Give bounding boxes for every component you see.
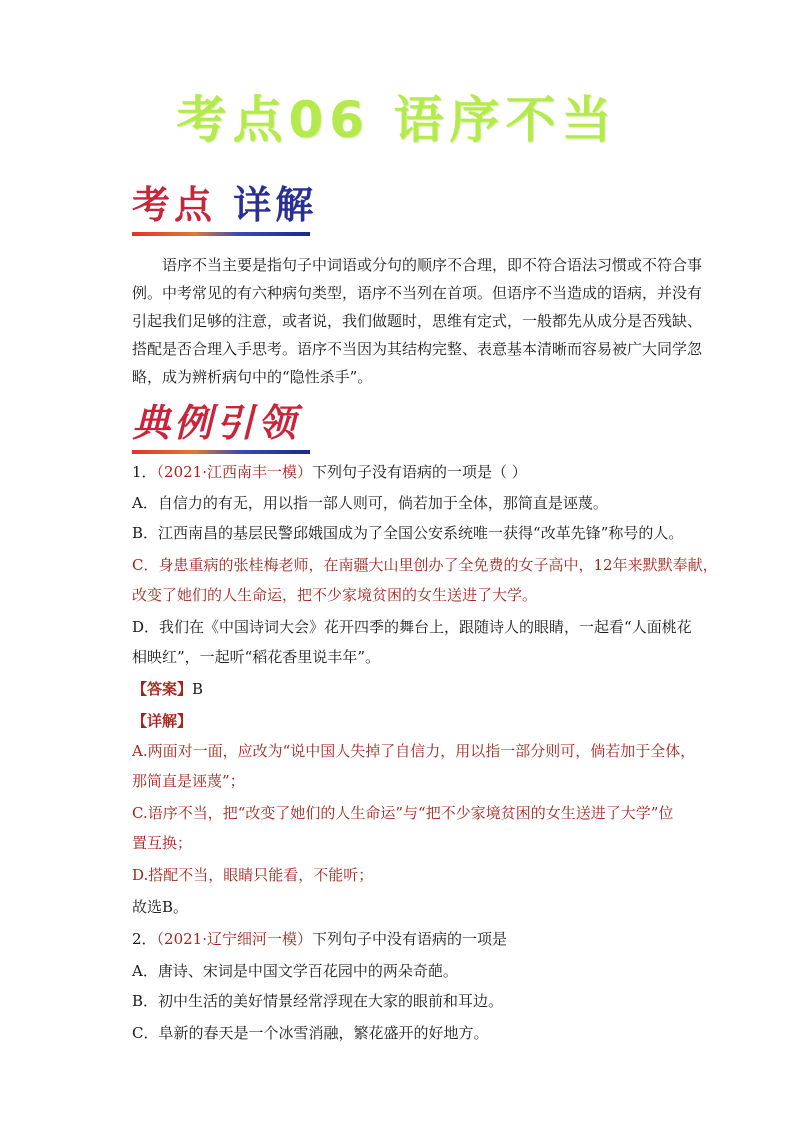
question-text: 下列句子没有语病的一项是（ ） <box>312 463 527 481</box>
question-text: 下列句子中没有语病的一项是 <box>312 930 508 948</box>
answer-row <box>132 676 672 703</box>
explanation-line-4: 搭配是否合理入手思考。语序不当因为其结构完整、表意基本清晰而容易被广大同学忽 <box>132 340 703 358</box>
question-number: 1． <box>132 463 157 481</box>
question-source: （2021·江西南丰一模） <box>156 463 312 481</box>
question-1-option-d-line1: D．我们在《中国诗词大会》花开四季的舞台上，跟随诗人的眼睛，一起看“人面桃花 <box>132 618 692 636</box>
section-heading-explanation <box>132 180 332 240</box>
question-source: （2021·辽宁细河一模） <box>156 930 312 948</box>
heading-underline <box>132 232 310 236</box>
section-heading-examples: 典例引领 <box>132 398 332 458</box>
explanation-line-2: 例。中考常见的有六种病句类型，语序不当列在首项。但语序不当造成的语病，并没有 <box>132 284 703 302</box>
detail-a-line2: 那简直是诬蔑”； <box>132 772 245 790</box>
detail-c-line2: 置互换； <box>132 834 193 852</box>
question-1-option-d-line2: 相映红”，一起听“稻花香里说丰年”。 <box>132 648 381 666</box>
explanation-line-1: 语序不当主要是指句子中词语或分句的顺序不合理，即不符合语法习惯或不符合事 <box>162 256 703 274</box>
question-1-option-a: A．自信力的有无，用以指一部人则可，倘若加于全体，那简直是诬蔑。 <box>132 494 608 512</box>
question-1-option-c-line2: 改变了她们的人生命运，把不少家境贫困的女生送进了大学。 <box>132 586 538 604</box>
question-2-option-a: A．唐诗、宋词是中国文学百花园中的两朵奇葩。 <box>132 962 458 980</box>
question-2-stem <box>132 926 672 953</box>
page-title: 考点06 语序不当 <box>176 91 618 149</box>
question-1-stem <box>132 459 672 486</box>
answer-value: B <box>192 680 204 698</box>
heading-underline <box>132 450 310 454</box>
detail-a-line1: A.两面对一面，应改为“说中国人失掉了自信力，用以指一部分则可，倘若加于全体， <box>132 742 696 760</box>
heading-part-kaodian: 考点 <box>132 182 217 227</box>
question-1-option-c-line1: C．身患重病的张桂梅老师，在南疆大山里创办了全免费的女子高中，12年来默默奉献， <box>132 556 718 574</box>
question-1-option-b: B．江西南昌的基层民警邱娥国成为了全国公安系统唯一获得“改革先锋”称号的人。 <box>132 524 684 542</box>
conclusion: 故选B。 <box>132 898 189 916</box>
answer-label: 【答案】 <box>132 680 193 698</box>
explanation-line-3: 引起我们足够的注意，或者说，我们做题时，思维有定式，一般都先从成分是否残缺、 <box>132 312 703 330</box>
detail-d: D.搭配不当，眼睛只能看，不能听； <box>132 866 374 884</box>
question-number: 2． <box>132 930 157 948</box>
detail-c-line1: C.语序不当，把“改变了她们的人生命运”与“把不少家境贫困的女生送进了大学”位 <box>132 804 674 822</box>
explanation-line-5: 略，成为辨析病句中的“隐性杀手”。 <box>132 368 373 386</box>
detail-label: 【详解】 <box>132 712 193 730</box>
heading-part-xiangjie: 详解 <box>233 182 318 227</box>
question-2-option-b: B．初中生活的美好情景经常浮现在大家的眼前和耳边。 <box>132 992 504 1010</box>
question-2-option-c: C．阜新的春天是一个冰雪消融，繁花盛开的好地方。 <box>132 1024 489 1042</box>
